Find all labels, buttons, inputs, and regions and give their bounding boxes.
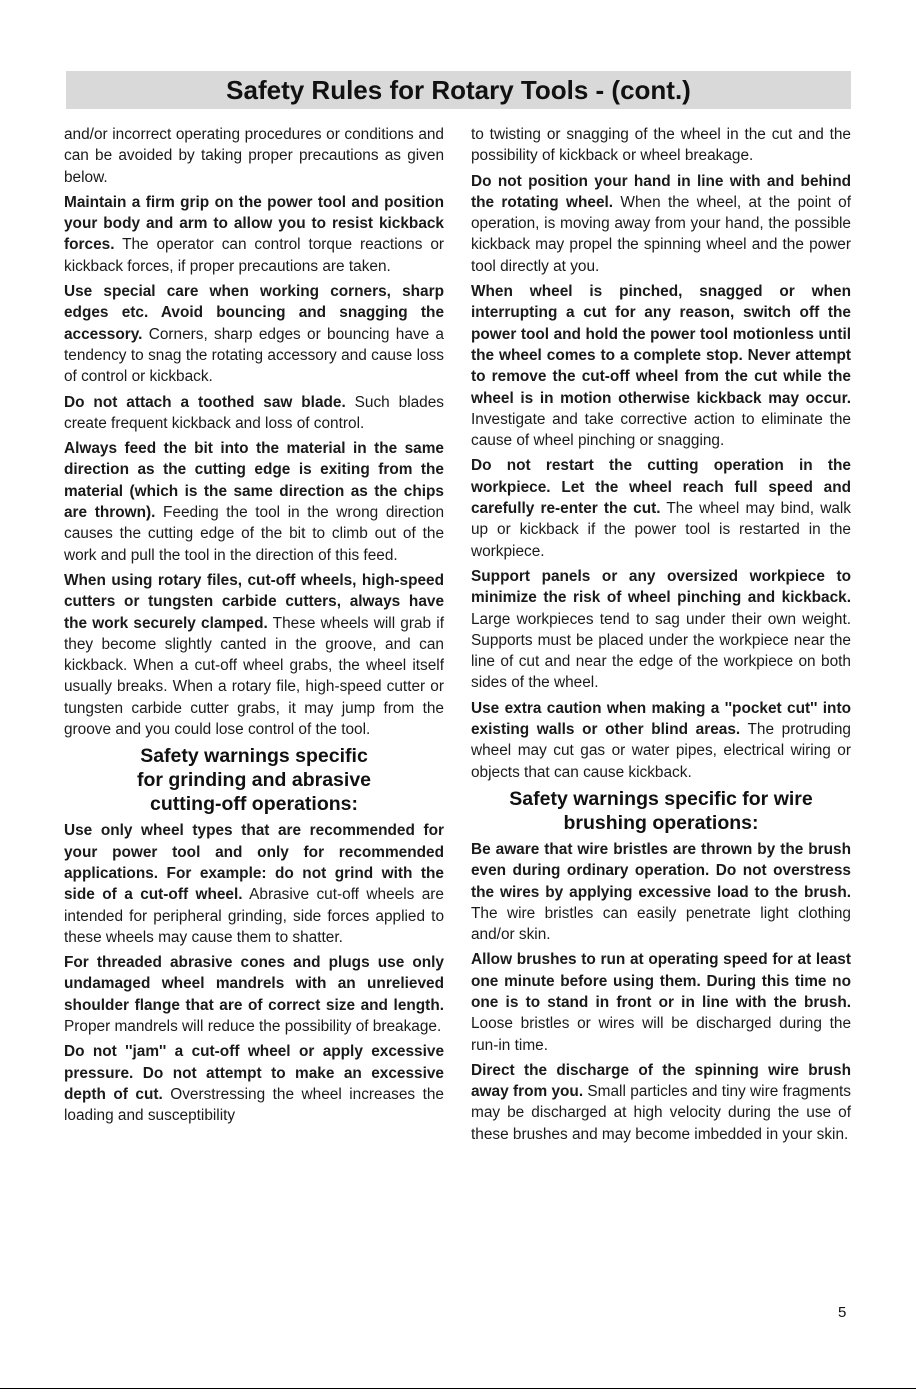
paragraph (471, 455, 851, 561)
heading-line: brushing operations: (563, 811, 759, 834)
paragraph (471, 949, 851, 1055)
paragraph (471, 566, 851, 694)
paragraph (64, 570, 444, 740)
paragraph-text: The wheel may bind, walk up or kickback if the power tool is restarted in the workpiece. (471, 500, 851, 560)
paragraph (471, 281, 851, 451)
paragraph-bold-lead: When wheel is pinched, snagged or when interrupting a cut for any reason, switch off the power tool and hold the power tool motionless until the wheel comes to a complete stop. Never attempt to remove the cut-off wheel from the cut while the wheel is in motion otherwise kickback may occur. (471, 283, 851, 407)
paragraph-text: Loose bristles or wires will be discharged during the run-in time. (471, 1015, 851, 1054)
paragraph-text: When the wheel, at the point of operation, is moving away from your hand, the possible kickback may propel the spinning wheel and the power tool directly at you. (471, 193, 851, 275)
paragraph-text: Abrasive cut-off wheels are intended for peripheral grinding, side forces applied to these wheels may cause them to shatter. (64, 886, 444, 946)
paragraph-text: Small particles and tiny wire fragments may be discharged at high velocity during the use of these brushes and may become imbedded in your skin. (471, 1083, 852, 1143)
paragraph (64, 392, 444, 435)
heading-line: Safety warnings specific (140, 745, 368, 768)
paragraph-bold-lead: Allow brushes to run at operating speed for at least one minute before using them. During this time no one is to stand in front or in line with the brush. (471, 951, 851, 1011)
left-column (64, 124, 444, 1130)
paragraph-text: Such blades create frequent kickback and loss of control. (64, 393, 444, 432)
paragraph-text: These wheels will grab if they become slightly canted in the groove, and can kickback. When a cut-off wheel grabs, the wheel itself usually breaks. When a rotary file, high-speed cutter or tungsten carbide cutter grabs, it may jump from the groove and you could lose control of the tool. (64, 614, 444, 739)
paragraph (64, 124, 444, 188)
heading-line: cutting-off operations: (150, 793, 358, 816)
paragraph-text: Feeding the tool in the wrong direction causes the cutting edge of the bit to climb out of the work and pull the tool in the direction of this feed. (64, 504, 444, 564)
paragraph (64, 438, 444, 566)
paragraph-bold-lead: When using rotary files, cut-off wheels, high-speed cutters or tungsten carbide cutters, always have the work securely clamped. (64, 571, 444, 632)
paragraph-text: Corners, sharp edges or bouncing have a tendency to snag the rotating accessory and cause loss of control or kickback. (64, 325, 444, 386)
page-title: Safety Rules for Rotary Tools - (cont.) (226, 74, 691, 105)
paragraph (64, 281, 444, 387)
paragraph-text: Large workpieces tend to sag under their own weight. Supports must be placed under the workpiece near the line of cut and near the edge of the workpiece on both sides of the wheel. (471, 610, 851, 692)
paragraph-text: The wire bristles can easily penetrate light clothing and/or skin. (471, 904, 851, 944)
section-heading-wire-brushing (471, 787, 851, 835)
paragraph-bold-lead: Do not attach a toothed saw blade. (64, 393, 346, 411)
paragraph-bold-lead: Be aware that wire bristles are thrown by the brush even during ordinary operation. Do not overstress the wires by applying excessive load to the brush. (471, 840, 851, 901)
paragraph (471, 1060, 851, 1145)
paragraph-bold-lead: Do not restart the cutting operation in the workpiece. Let the wheel reach full speed and carefully re-enter the cut. (471, 457, 851, 518)
paragraph (64, 820, 444, 948)
section-heading-grinding (64, 744, 444, 816)
paragraph (64, 952, 444, 1037)
bottom-divider (0, 1388, 916, 1389)
paragraph-text: Investigate and take corrective action to eliminate the cause of wheel pinching or snagging. (471, 410, 851, 450)
page-number: 5 (838, 1304, 847, 1321)
paragraph (471, 839, 851, 945)
paragraph-text: The protruding wheel may cut gas or water pipes, electrical wiring or objects that can cause kickback. (471, 721, 851, 781)
paragraph (471, 171, 851, 277)
paragraph-bold-lead: Always feed the bit into the material in the same direction as the cutting edge is exiting from the material (which is the same direction as the chips are thrown). (64, 440, 444, 522)
paragraph-text: Overstressing the wheel increases the loading and susceptibility (64, 1085, 444, 1125)
paragraph-bold-lead: Support panels or any oversized workpiece to minimize the risk of wheel pinching and kickback. (471, 567, 851, 607)
paragraph-bold-lead: Do not ''jam'' a cut-off wheel or apply excessive pressure. Do not attempt to make an excessive depth of cut. (64, 1043, 444, 1103)
paragraph-text: and/or incorrect operating procedures or conditions and can be avoided by taking proper precautions as given below. (64, 126, 444, 186)
paragraph-text: The operator can control torque reactions or kickback forces, if proper precautions are taken. (64, 236, 444, 275)
paragraph-bold-lead: Use extra caution when making a ''pocket cut'' into existing walls or other blind areas. (471, 699, 851, 739)
paragraph-bold-lead: For threaded abrasive cones and plugs use only undamaged wheel mandrels with an unrelieved shoulder flange that are of correct size and length. (64, 954, 444, 1014)
heading-line: Safety warnings specific for wire (509, 787, 813, 810)
paragraph (471, 124, 851, 167)
paragraph-bold-lead: Do not position your hand in line with and behind the rotating wheel. (471, 172, 851, 211)
paragraph-text: to twisting or snagging of the wheel in the cut and the possibility of kickback or wheel breakage. (471, 126, 851, 165)
paragraph (471, 698, 851, 783)
paragraph-bold-lead: Maintain a firm grip on the power tool and position your body and arm to allow you to resist kickback forces. (64, 193, 444, 254)
right-column (471, 124, 851, 1149)
paragraph-bold-lead: Use special care when working corners, sharp edges etc. Avoid bouncing and snagging the accessory. (64, 283, 444, 343)
page-header (66, 71, 851, 109)
paragraph-text: Proper mandrels will reduce the possibility of breakage. (64, 1017, 442, 1035)
paragraph-bold-lead: Use only wheel types that are recommended for your power tool and only for recommended applications. For example: do not grind with the side of a cut-off wheel. (64, 822, 444, 904)
heading-line: for grinding and abrasive (136, 769, 372, 792)
paragraph (64, 192, 444, 277)
paragraph (64, 1041, 444, 1126)
paragraph-bold-lead: Direct the discharge of the spinning wire brush away from you. (471, 1061, 851, 1101)
